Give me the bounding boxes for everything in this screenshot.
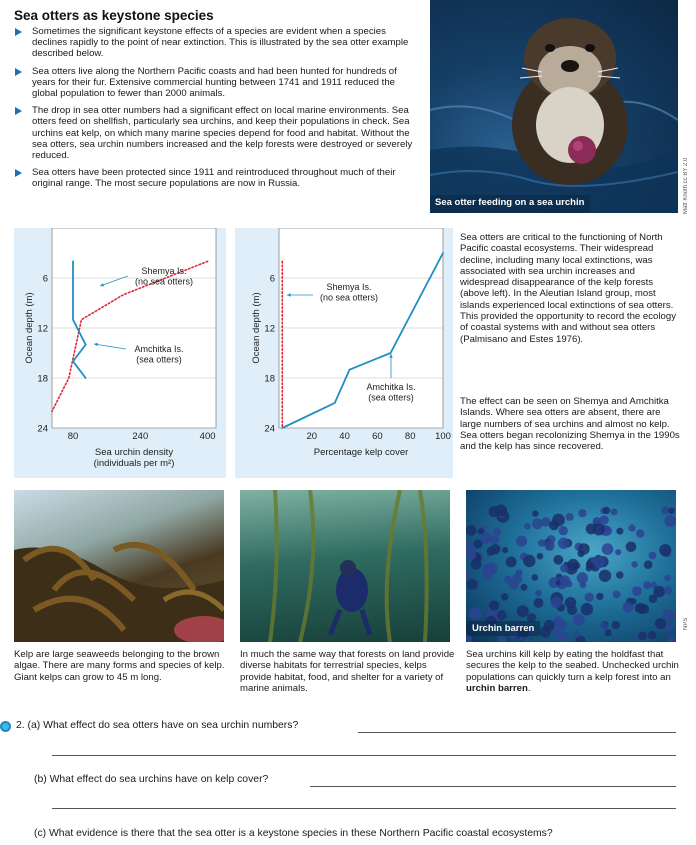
urchin-mark	[524, 523, 531, 530]
y-tick-label: 18	[264, 373, 275, 385]
photo-caption: Urchin barren	[466, 621, 540, 636]
urchin-mark	[667, 636, 675, 642]
urchin-mark	[623, 602, 634, 613]
y-tick-label: 24	[37, 423, 48, 435]
urchin-mark	[532, 518, 543, 529]
urchin-mark	[517, 605, 529, 617]
urchin-mark	[469, 607, 482, 620]
x-tick-label: 100	[435, 431, 451, 442]
urchin-mark	[581, 603, 593, 615]
bullet-text: Sea otters have been protected since 1911 and reintroduced throughout much of their original range. The most secure populations are now in Russia.	[32, 167, 396, 190]
urchin-mark	[537, 553, 544, 560]
urchin-mark	[612, 621, 620, 629]
x-tick-label: 60	[372, 431, 383, 442]
urchin-mark	[466, 539, 472, 546]
bullet-text: Sea otters live along the Northern Pacific coasts and had been hunted for hundreds of years for their fur. Extensive commercial hunting between 1741 and 1911 reduced the global population to fewer than 2000 animals.	[32, 65, 397, 100]
kelp-cover-chart-panel	[235, 228, 453, 478]
urchin-mark	[534, 598, 544, 608]
urchin-mark	[532, 574, 539, 581]
urchin-mark	[482, 564, 493, 575]
answer-line[interactable]	[310, 786, 676, 787]
annotation-label: (no sea otters)	[134, 276, 194, 287]
x-tick-label: 20	[306, 431, 318, 442]
urchin-mark	[558, 538, 569, 549]
annotation-label: Shemya Is.	[326, 282, 372, 292]
diver-illustration	[240, 490, 450, 642]
urchin-mark	[497, 610, 507, 620]
urchin-mark	[649, 594, 658, 603]
urchin-mark	[466, 570, 471, 579]
bullet-triangle-icon	[15, 169, 22, 177]
photo-credit: Matt Knoth cc BY 2.0	[683, 157, 689, 214]
urchin-mark	[666, 624, 674, 632]
y-axis-label: Ocean depth (m)	[251, 292, 262, 364]
bullet-triangle-icon	[15, 107, 22, 115]
y-tick-label: 12	[37, 323, 48, 335]
urchin-mark	[596, 593, 603, 600]
urchin-mark	[501, 593, 509, 601]
list-item	[14, 167, 418, 189]
urchin-density-chart	[14, 228, 226, 478]
question-2a: 2. (a) What effect do sea otters have on sea urchin numbers?	[16, 720, 299, 731]
answer-line[interactable]	[52, 755, 676, 756]
kelp-photo	[14, 490, 224, 642]
kelp-illustration	[14, 490, 224, 642]
urchin-mark	[567, 559, 579, 571]
bullet-text: The drop in sea otter numbers had a significant effect on local marine environments. Sea otters feed on shellfish, particularly sea urchins, and keep their populations in check. Sea urchins eat kelp, on which many marine species depend for food and habitat. Without the sea otters, sea urchin numbers increased and the kelp forests were destroyed or severely reduced.	[32, 105, 413, 162]
urchin-mark	[578, 509, 586, 517]
y-tick-label: 24	[264, 423, 275, 435]
y-tick-label: 6	[269, 273, 275, 285]
y-axis-label: Ocean depth (m)	[24, 292, 35, 364]
urchin-mark	[544, 620, 555, 631]
annotation-label: (sea otters)	[368, 392, 414, 403]
annotation-label: Shemya Is.	[141, 266, 187, 276]
urchin-mark	[523, 555, 535, 567]
y-tick-label: 12	[264, 323, 275, 335]
urchin-mark	[602, 543, 614, 555]
urchin-mark	[643, 581, 651, 589]
intro-bullet-list	[14, 26, 418, 196]
urchin-mark	[638, 632, 647, 641]
urchin-mark	[466, 525, 477, 536]
x-tick-label: 40	[339, 431, 350, 442]
x-axis-label: (individuals per m²)	[93, 458, 175, 469]
urchin-mark	[636, 529, 644, 537]
urchin-mark	[600, 622, 608, 630]
urchin-mark	[663, 609, 676, 622]
urchin-mark	[664, 515, 676, 527]
urchin-mark	[506, 557, 517, 568]
urchin-illustration	[466, 490, 676, 642]
urchin-mark	[599, 570, 611, 582]
urchin-mark	[628, 524, 635, 531]
urchin-mark	[515, 571, 521, 577]
urchin-mark	[516, 536, 527, 547]
x-tick-label: 80	[67, 431, 79, 442]
kelp-cover-chart	[235, 228, 453, 478]
urchin-mark	[664, 575, 670, 581]
urchin-mark	[466, 550, 476, 560]
urchin-mark	[577, 572, 588, 583]
urchin-mark	[489, 601, 499, 611]
urchin-mark	[489, 506, 500, 517]
urchin-mark	[631, 561, 638, 568]
urchin-mark	[550, 597, 561, 608]
urchin-mark	[521, 584, 528, 591]
answer-line[interactable]	[52, 808, 676, 809]
urchin-mark	[616, 528, 623, 535]
urchin-mark	[502, 547, 508, 553]
bullet-triangle-icon	[15, 28, 22, 36]
urchin-mark	[567, 605, 577, 615]
sea-otter-illustration	[430, 0, 678, 213]
kelp-caption: Kelp are large seaweeds belonging to the brown algae. There are many forms and species of kelp. Giant kelps can grow to 45 m long.	[14, 649, 225, 683]
urchin-mark	[493, 528, 501, 536]
urchin-mark	[553, 555, 563, 565]
urchin-mark	[648, 631, 657, 640]
urchin-mark	[532, 510, 538, 516]
urchin-mark	[566, 513, 574, 521]
urchin-caption	[466, 649, 682, 694]
y-tick-label: 18	[37, 373, 48, 385]
urchin-mark	[573, 614, 585, 626]
urchin-mark	[509, 580, 519, 590]
kelp-forest-diver-photo	[240, 490, 450, 642]
question-marker-icon	[0, 721, 11, 732]
annotation-label: Amchitka Is.	[134, 344, 184, 354]
urchin-barren-photo	[466, 490, 676, 642]
x-axis-label: Sea urchin density	[94, 447, 174, 458]
diver-caption: In much the same way that forests on land provide diverse habitats for terrestrial species, kelps provide habitat, food, and shelter for a variety of marine animals.	[240, 649, 455, 694]
bullet-text: Sometimes the significant keystone effects of a species are evident when a species declines rapidly to the point of near extinction. This is illustrated by the sea otter example described below.	[32, 26, 409, 60]
x-tick-label: 240	[132, 431, 149, 442]
urchin-mark	[615, 549, 621, 555]
urchin-mark	[636, 603, 647, 614]
page-title: Sea otters as keystone species	[14, 8, 214, 23]
sea-otter-photo	[430, 0, 678, 213]
photo-caption: Sea otter feeding on a sea urchin	[430, 195, 590, 213]
urchin-mark	[535, 590, 542, 597]
list-item	[14, 26, 418, 60]
list-item	[14, 66, 418, 100]
urchin-mark	[611, 508, 618, 515]
urchin-mark	[467, 579, 478, 590]
x-axis-label: Percentage kelp cover	[313, 447, 409, 458]
urchin-mark	[603, 507, 610, 514]
urchin-mark	[605, 629, 612, 636]
urchin-mark	[481, 532, 493, 544]
urchin-mark	[649, 552, 657, 560]
annotation-label: (no sea otters)	[319, 292, 379, 303]
urchin-mark	[574, 631, 581, 638]
caption-text: Sea urchins kill kelp by eating the holdfast that secures the kelp to the seabed. Unchecked urchin populations can quickly turn a kelp forest into an	[466, 649, 679, 683]
urchin-mark	[613, 591, 621, 599]
urchin-mark	[632, 586, 642, 596]
urchin-mark	[593, 523, 605, 535]
urchin-mark	[644, 560, 653, 569]
y-tick-label: 6	[42, 273, 48, 285]
x-tick-label: 80	[404, 431, 416, 442]
question-2c: (c) What evidence is there that the sea otter is a keystone species in these Northern Pacific coastal ecosystems?	[34, 828, 553, 839]
urchin-mark	[664, 586, 672, 594]
urchin-mark	[585, 593, 594, 602]
urchin-mark	[578, 543, 590, 555]
urchin-mark	[553, 628, 560, 635]
urchin-mark	[538, 539, 546, 547]
urchin-mark	[525, 639, 531, 642]
urchin-density-chart-panel	[14, 228, 226, 478]
urchin-mark	[626, 542, 637, 553]
caption-text: .	[527, 682, 531, 694]
annotation-label: (sea otters)	[136, 354, 182, 365]
urchin-mark	[549, 520, 559, 530]
urchin-mark	[497, 636, 506, 643]
urchin-mark	[545, 541, 555, 551]
question-2b: (b) What effect do sea urchins have on kelp cover?	[34, 774, 269, 785]
urchin-mark	[560, 575, 571, 586]
annotation-label: Amchitka Is.	[366, 382, 416, 392]
urchin-mark	[616, 571, 624, 579]
x-tick-label: 400	[199, 431, 216, 442]
urchin-mark	[556, 620, 565, 629]
caption-bold-term: urchin barren	[466, 682, 528, 694]
side-paragraph: Sea otters are critical to the functioning of North Pacific coastal ecosystems. Their widespread decline, including many local extinctions, was associated with sea urchin increases and widespread disappearance of the kelp forests (above left). In the Aleutian Island group, most islands experienced local extinctions of sea otters. This provided the opportunity to record the ecology of coastal systems with and without sea otters (Palmisano and Estes 1976).	[460, 232, 676, 345]
urchin-mark	[490, 544, 500, 554]
answer-line[interactable]	[358, 732, 676, 733]
urchin-mark	[659, 544, 671, 556]
urchin-mark	[593, 556, 605, 568]
list-item	[14, 105, 418, 161]
side-paragraph: The effect can be seen on Shemya and Amchitka Islands. Where sea otters are absent, there are large numbers of sea urchins and almost no kelp. Sea otters began recolonizing Shemya in the 1990s and the kelp has since recovered.	[460, 396, 680, 453]
bullet-triangle-icon	[15, 68, 22, 76]
photo-credit: NPS	[683, 617, 689, 630]
urchin-mark	[668, 507, 675, 514]
urchin-mark	[559, 526, 568, 535]
